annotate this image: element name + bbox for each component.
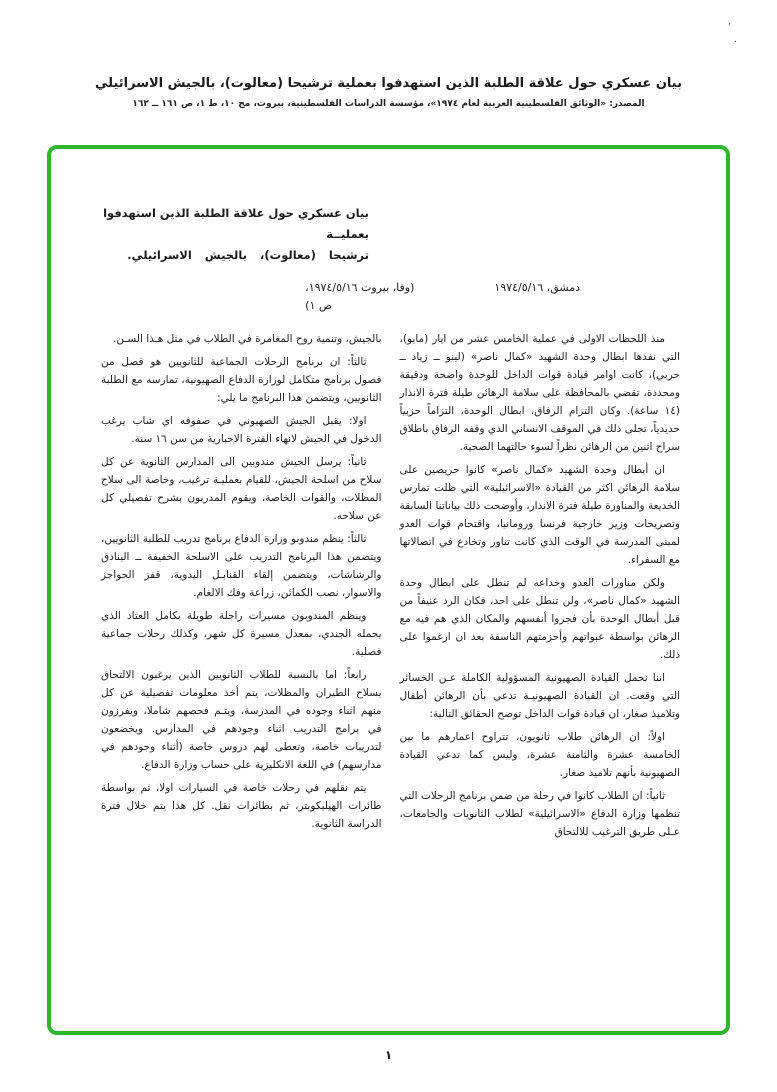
paragraph-left-8: يتم نقلهم في رحلات خاصة في السيارات اولا، ثم بواسطة طائرات الهيليكوبتر، ثم بطائرات نقل. كل هذا يتم خلال فترة الدراسة الثانوية. xyxy=(101,782,382,830)
paragraph-right-4: اننا نحمل القيادة الصهيونية المسؤولية الكاملة عـن الخسائر التي وقعت. ان القيادة الصهيونيـة تدعي بأن الرهائن أطفال وتلاميذ صغار، ان قيادة قوات الداخل توضح الحقائق التالية: xyxy=(399,672,680,720)
paragraph-left-5: ثالثاً: ينظم مندوبو وزارة الدفاع برنامج تدريب للطلبة الثانويين، ويتضمن هذا البرنامج التدريب على الاسلحة الخفيفة ــ البنادق والرشاشات، ويتضمن إلقاء القنابـل اليدوية، قفز الحواجز والاسوار، نصب الكمائن، زراعة وفك الالغام. xyxy=(101,533,382,599)
paragraph-left-6: وينظم المندوبون مسيرات راجلة طويلة بكامل العتاد الذي يحمله الجندي، بمعدل مسيرة كل شهر، وكذلك رحلات جماعية فصلية. xyxy=(101,610,382,658)
scan-artifact-dot-1: ٬ xyxy=(727,22,731,33)
page-number: ١ xyxy=(384,1048,393,1062)
paragraph-right-3: ولكن مناورات العدو وخداعه لم تنطل على ابطال وحدة الشهيد «كمال ناصر»، ولن تنطل على احد، فكان الرد عنيفاً من قبل أبطال الوحدة بأن فجروا أنفسهم والمكان الذي هم فيه مع الرهائن بواسطة عبواتهم وأحزمتهم الناسفة بعد ان ارغموا على ذلك. xyxy=(399,577,680,661)
paragraph-right-1: منذ اللحظات الاولى في عملية الخامس عشر من ايار (مايو)، التي نفذها ابطال وحدة الشهيد «كمال ناصر» (لينو ــ زياد ــ حربي)، كانت اوامر قيادة قوات الداخل للوحدة واضحة ودقيقة ومحددة، تقضي بالمحافظة على سلامة الرهائن طيلة فترة الانذار (١٤ ساعة). وكان التزام الرفاق، ابطال الوحدة، التزاماً حزبياً حديدياً، تجلى ذلك في الموقف الانساني الذي وقفه الرفاق باطلاق سراح اثنين من الرهائن نظراً لسوء حالتهما الصحية. xyxy=(399,333,680,453)
paragraph-left-7: رابعاً: اما بالنسبة للطلاب الثانويين الذين يرغبون الالتحاق بسلاح الطيران والمظلات، يتم أخذ معلومات تفصيلية عن كل منهم اثناء وجوده في المدرسة، ويتـم فحصهم شاملا، ويفرزون في برامج التدريب اثناء وجودهم في المدارس. ويخضعون لتدريبات خاصة، وتعطى لهم دروس خاصة (أثناء وجودهم في مدارسهم) في اللغة الانكليزية على حساب وزارة الدفاع. xyxy=(101,669,382,771)
scan-artifact-mark xyxy=(727,22,739,46)
paragraph-right-6: ثانياً: ان الطلاب كانوا في رحلة من ضمن برنامج الرحلات التي تنظمها وزارة الدفاع «الاسرائيلية» لطلاب الثانويات والجامعات، عـلى طريق الترغيب للالتحاق xyxy=(399,790,680,838)
dateline-place-date: دمشق، ١٩٧٤/٥/١٦ xyxy=(494,281,580,294)
document-title xyxy=(101,203,369,266)
column-right xyxy=(400,330,681,846)
dateline-page-reference: ص ١) xyxy=(305,299,333,312)
body-columns xyxy=(101,330,680,846)
document-title-line-2: ترشيحا (معالوت)، بالجيش الاسرائيلي. xyxy=(127,248,369,262)
document-frame xyxy=(47,145,730,1035)
header-title: بيان عسكري حول علاقة الطلبة الذين استهدفوا بعملية ترشيحا (معالوت)، بالجيش الاسرائيلي xyxy=(95,76,682,91)
document-title-line-1: بيان عسكري حول علاقة الطلبة الذين استهدفوا بعمليــة xyxy=(103,206,369,241)
paragraph-left-4: ثانياً: يرسل الجيش مندوبين الى المدارس الثانوية عن كل سلاح من اسلحة الجيش، للقيام بعمليـة ترغيب، وخاصة الى سلاح المظلات، والقوات الخاصة، ويقوم المدربون بشرح تفصيلي كل عن سلاحه. xyxy=(101,456,382,522)
paragraph-right-2: ان أبطال وحدة الشهيد «كمال ناصر» كانوا حريصين على سلامة الرهائن اكثر من القيادة «الاسرائيلية» التي ظلت تمارس الخديعة والمناورة طيلة فترة الانذار، وأوضحت ذلك بياناتنا السابقة وتصريحات وزير خارجية فرنسا ورومانيا، واقتحام قوات العدو لمبنى المدرسة في الوقت الذي كانت تناور وتخادع في اتصالاتها مع السفراء. xyxy=(399,464,680,566)
paragraph-left-2: ثالثاً: ان برنامج الرحلات الجماعية للثانويين هو فصل من فصول برنامج متكامل لوزارة الدفاع الصهيونية، تمارسه مع الطلبة الثانويين، ويتضمن هذا البرنامج ما يلي: xyxy=(101,356,382,404)
dateline-agency-citation: (وفا، بيروت ١٩٧٤/٥/١٦، xyxy=(305,281,415,294)
paragraph-left-1: بالجيش، وتنمية روح المغامرة في الطلاب في مثل هـذا السـن. xyxy=(113,333,382,345)
dateline-agency xyxy=(305,279,414,314)
column-left xyxy=(101,330,382,846)
paragraph-right-5: اولاً: ان الرهائن طلاب ثانويون، تتراوح اعمارهم ما بين الخامسة عشرة والثامنة عشرة، وليس كما تدعي القيادة الصهيونية بأنهم تلاميذ صغار. xyxy=(399,731,680,779)
scan-artifact-dot-2: . xyxy=(733,34,739,45)
dateline xyxy=(101,279,680,314)
paragraph-left-3: اولا: يقبل الجيش الصهيوني في صفوفه اي شاب يرغب الدخول في الجيش لانهاء الفترة الاجبارية من سن ١٦ سنة. xyxy=(101,415,382,445)
header-source-line: المصدر: «الوثائق الفلسطينية العربية لعام ١٩٧٤»، مؤسسة الدراسات الفلسطينية، بيروت، مج ١٠، ط ١، ص ١٦١ ــ ١٦٢ xyxy=(132,99,645,109)
